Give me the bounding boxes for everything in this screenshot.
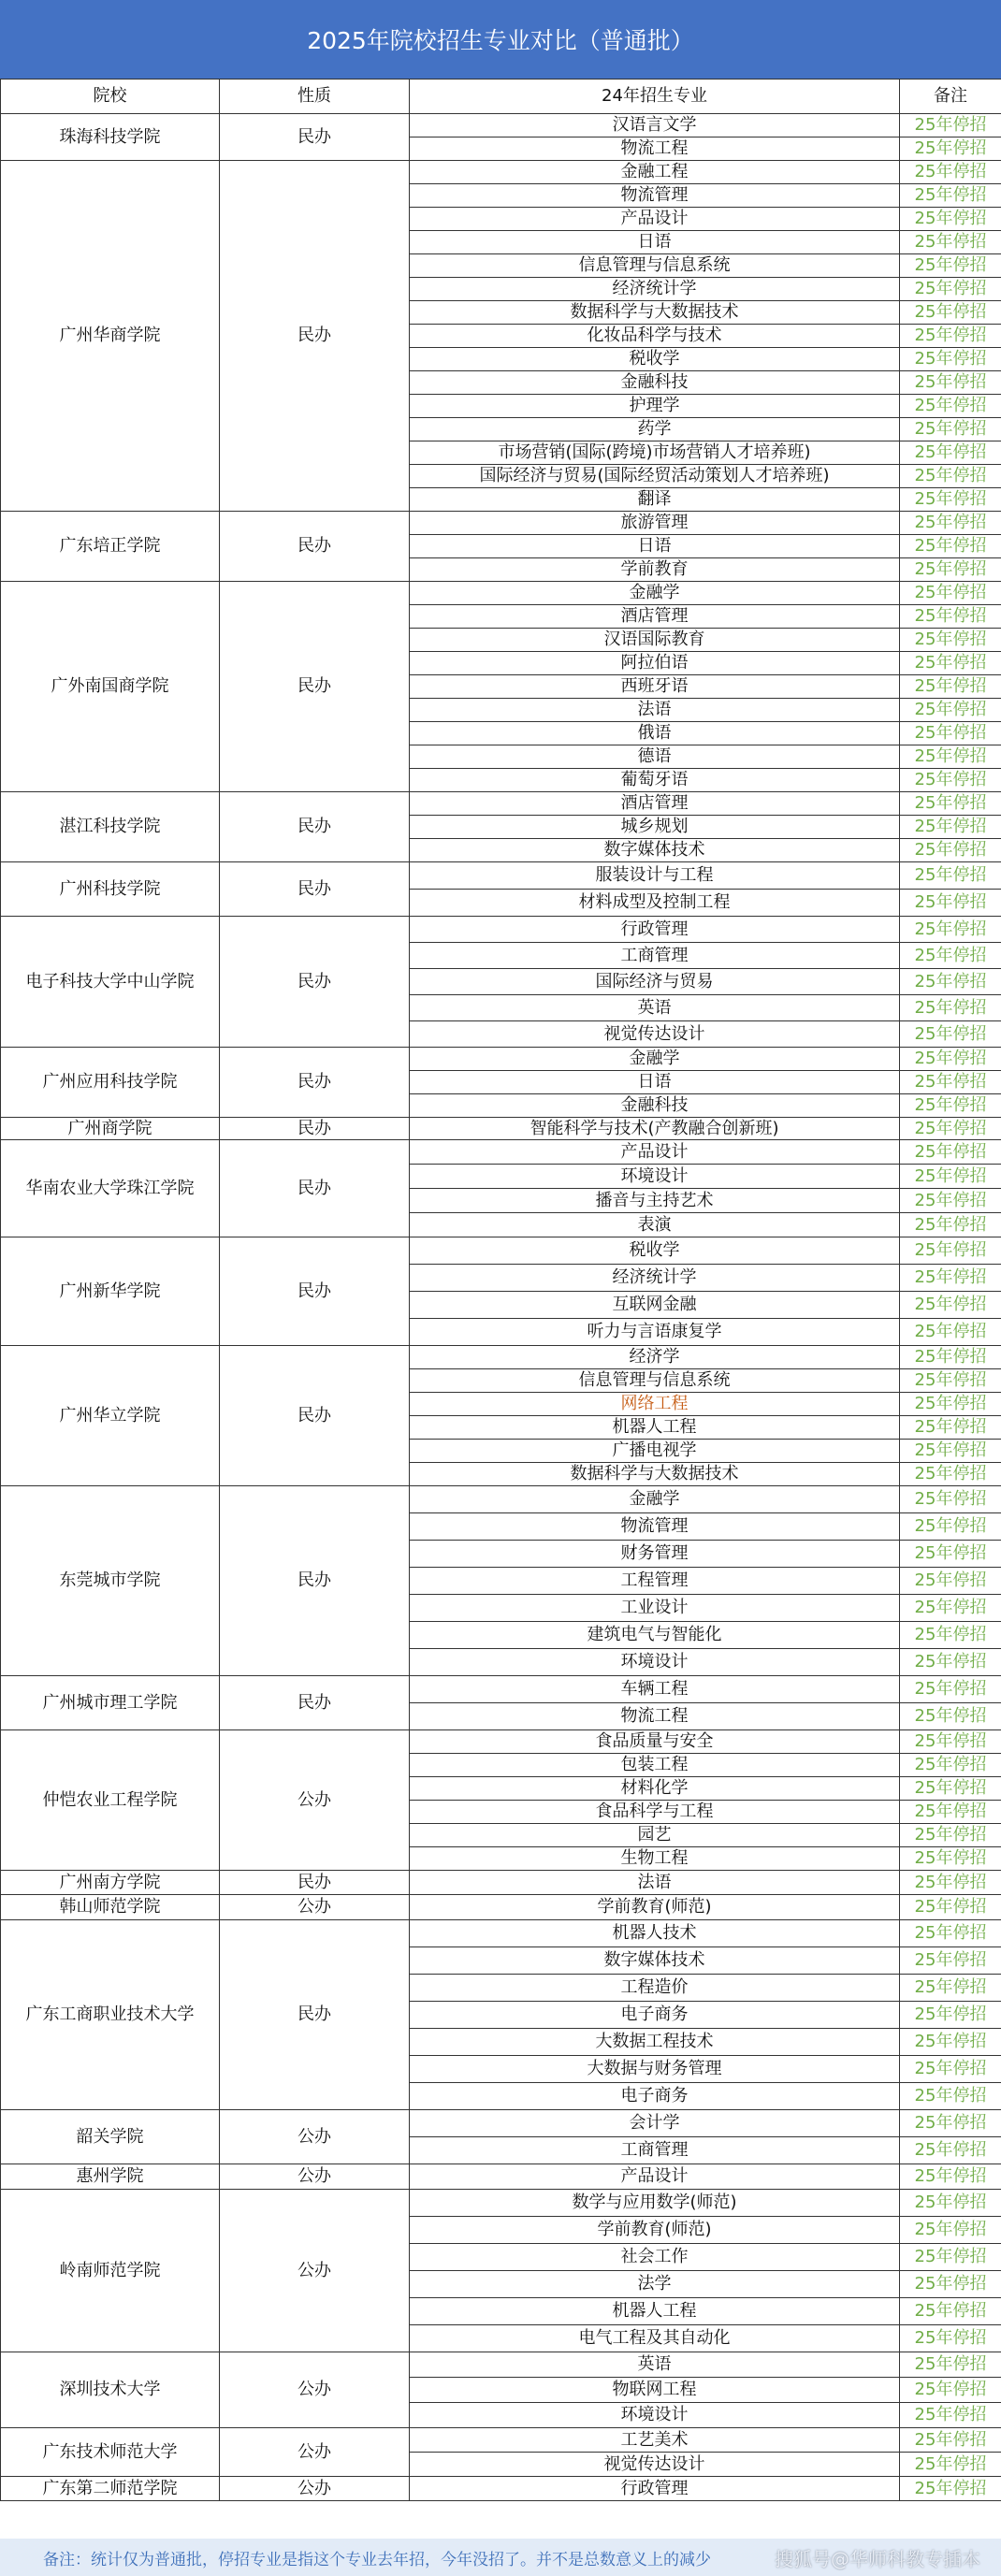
major-cell: 大数据与财务管理 xyxy=(410,2056,900,2083)
major-cell: 市场营销(国际(跨境)市场营销人才培养班) xyxy=(410,441,900,465)
remark-cell: 25年停招 xyxy=(900,2298,1001,2325)
major-cell: 物联网工程 xyxy=(410,2378,900,2403)
remark-cell: 25年停招 xyxy=(900,769,1001,792)
major-cell: 酒店管理 xyxy=(410,605,900,629)
major-cell: 税收学 xyxy=(410,1237,900,1265)
remark-cell: 25年停招 xyxy=(900,2029,1001,2056)
remark-cell: 25年停招 xyxy=(900,535,1001,558)
table-row xyxy=(1,161,1001,184)
remark-cell: 25年停招 xyxy=(900,1440,1001,1463)
major-cell: 数字媒体技术 xyxy=(410,839,900,862)
table-row xyxy=(1,1346,1001,1369)
comparison-table-container xyxy=(0,79,1001,2501)
footer-note: 备注：统计仅为普通批，停招专业是指这个专业去年招，今年没招了。并不是总数意义上的减少 xyxy=(43,2550,711,2569)
major-cell: 金融科技 xyxy=(410,1094,900,1118)
remark-cell: 25年停招 xyxy=(900,2164,1001,2190)
remark-cell: 25年停招 xyxy=(900,208,1001,231)
school-cell: 广州商学院 xyxy=(1,1118,220,1140)
remark-cell: 25年停招 xyxy=(900,2056,1001,2083)
major-cell: 葡萄牙语 xyxy=(410,769,900,792)
table-row xyxy=(1,1048,1001,1071)
remark-cell: 25年停招 xyxy=(900,1730,1001,1754)
major-cell: 智能科学与技术(产教融合创新班) xyxy=(410,1118,900,1140)
major-cell: 信息管理与信息系统 xyxy=(410,1369,900,1393)
watermark: 搜狐号@华师科教专插本 xyxy=(775,2547,980,2570)
major-cell: 日语 xyxy=(410,535,900,558)
remark-cell: 25年停招 xyxy=(900,1265,1001,1292)
major-cell: 行政管理 xyxy=(410,917,900,943)
remark-cell: 25年停招 xyxy=(900,1486,1001,1513)
remark-cell: 25年停招 xyxy=(900,943,1001,969)
nature-cell: 民办 xyxy=(220,1048,410,1118)
remark-cell: 25年停招 xyxy=(900,1118,1001,1140)
nature-cell: 民办 xyxy=(220,1486,410,1676)
major-cell: 工程管理 xyxy=(410,1568,900,1595)
major-cell: 汉语言文学 xyxy=(410,114,900,137)
major-cell: 法语 xyxy=(410,1871,900,1895)
major-cell: 网络工程 xyxy=(410,1393,900,1416)
remark-cell: 25年停招 xyxy=(900,1048,1001,1071)
footer-note-bar xyxy=(0,2539,1001,2576)
remark-cell: 25年停招 xyxy=(900,2190,1001,2217)
nature-cell: 民办 xyxy=(220,862,410,917)
major-cell: 材料化学 xyxy=(410,1777,900,1801)
table-row xyxy=(1,1730,1001,1754)
nature-cell: 民办 xyxy=(220,512,410,582)
remark-cell: 25年停招 xyxy=(900,1676,1001,1703)
major-cell: 园艺 xyxy=(410,1824,900,1847)
remark-cell: 25年停招 xyxy=(900,890,1001,917)
school-cell: 韶关学院 xyxy=(1,2110,220,2164)
major-cell: 产品设计 xyxy=(410,2164,900,2190)
remark-cell: 25年停招 xyxy=(900,1165,1001,1189)
table-row xyxy=(1,1140,1001,1165)
major-cell: 经济统计学 xyxy=(410,1265,900,1292)
table-body xyxy=(1,114,1001,2501)
school-cell: 广州新华学院 xyxy=(1,1237,220,1346)
remark-cell: 25年停招 xyxy=(900,1463,1001,1486)
school-cell: 广州华立学院 xyxy=(1,1346,220,1486)
major-cell: 药学 xyxy=(410,418,900,441)
remark-cell: 25年停招 xyxy=(900,995,1001,1021)
nature-cell: 公办 xyxy=(220,1730,410,1871)
major-cell: 翻译 xyxy=(410,488,900,512)
nature-cell: 公办 xyxy=(220,2110,410,2164)
remark-cell: 25年停招 xyxy=(900,699,1001,722)
table-row xyxy=(1,2110,1001,2137)
major-cell: 德语 xyxy=(410,745,900,769)
school-cell: 深圳技术大学 xyxy=(1,2352,220,2428)
major-cell: 视觉传达设计 xyxy=(410,1021,900,1048)
nature-cell: 民办 xyxy=(220,1346,410,1486)
table-row xyxy=(1,2190,1001,2217)
table-row xyxy=(1,1895,1001,1920)
major-cell: 金融学 xyxy=(410,1048,900,1071)
remark-cell: 25年停招 xyxy=(900,1703,1001,1730)
remark-cell: 25年停招 xyxy=(900,371,1001,395)
page-title: 2025年院校招生专业对比（普通批） xyxy=(0,0,1001,79)
remark-cell: 25年停招 xyxy=(900,137,1001,161)
major-cell: 生物工程 xyxy=(410,1847,900,1871)
nature-cell: 公办 xyxy=(220,2190,410,2352)
table-row xyxy=(1,1237,1001,1265)
major-cell: 食品科学与工程 xyxy=(410,1801,900,1824)
table-row xyxy=(1,862,1001,890)
major-cell: 电子商务 xyxy=(410,2002,900,2029)
major-cell: 包装工程 xyxy=(410,1754,900,1777)
major-cell: 物流工程 xyxy=(410,137,900,161)
remark-cell: 25年停招 xyxy=(900,1319,1001,1346)
table-row xyxy=(1,2352,1001,2378)
table-row xyxy=(1,1676,1001,1703)
nature-cell: 公办 xyxy=(220,2477,410,2501)
school-cell: 广外南国商学院 xyxy=(1,582,220,792)
major-cell: 环境设计 xyxy=(410,2403,900,2428)
remark-cell: 25年停招 xyxy=(900,917,1001,943)
remark-cell: 25年停招 xyxy=(900,1140,1001,1165)
remark-cell: 25年停招 xyxy=(900,792,1001,816)
remark-cell: 25年停招 xyxy=(900,1847,1001,1871)
major-cell: 听力与言语康复学 xyxy=(410,1319,900,1346)
nature-cell: 公办 xyxy=(220,1895,410,1920)
major-cell: 广播电视学 xyxy=(410,1440,900,1463)
major-cell: 化妆品科学与技术 xyxy=(410,325,900,348)
remark-cell: 25年停招 xyxy=(900,1801,1001,1824)
school-cell: 岭南师范学院 xyxy=(1,2190,220,2352)
table-row xyxy=(1,114,1001,137)
nature-cell: 民办 xyxy=(220,161,410,512)
remark-cell: 25年停招 xyxy=(900,1021,1001,1048)
major-cell: 旅游管理 xyxy=(410,512,900,535)
major-cell: 国际经济与贸易(国际经贸活动策划人才培养班) xyxy=(410,465,900,488)
major-cell: 视觉传达设计 xyxy=(410,2453,900,2477)
remark-cell: 25年停招 xyxy=(900,395,1001,418)
major-cell: 汉语国际教育 xyxy=(410,629,900,652)
remark-cell: 25年停招 xyxy=(900,1094,1001,1118)
nature-cell: 民办 xyxy=(220,1871,410,1895)
major-cell: 数据科学与大数据技术 xyxy=(410,301,900,325)
table-row xyxy=(1,2477,1001,2501)
major-cell: 产品设计 xyxy=(410,1140,900,1165)
major-cell: 工程造价 xyxy=(410,1975,900,2002)
table-row xyxy=(1,512,1001,535)
major-cell: 酒店管理 xyxy=(410,792,900,816)
major-cell: 阿拉伯语 xyxy=(410,652,900,675)
nature-cell: 民办 xyxy=(220,114,410,161)
school-cell: 广州城市理工学院 xyxy=(1,1676,220,1730)
major-cell: 电气工程及其自动化 xyxy=(410,2325,900,2352)
nature-cell: 民办 xyxy=(220,582,410,792)
header-remark: 备注 xyxy=(900,80,1001,114)
remark-cell: 25年停招 xyxy=(900,1975,1001,2002)
major-cell: 工商管理 xyxy=(410,943,900,969)
table-row xyxy=(1,582,1001,605)
school-cell: 惠州学院 xyxy=(1,2164,220,2190)
remark-cell: 25年停招 xyxy=(900,605,1001,629)
header-nature: 性质 xyxy=(220,80,410,114)
major-cell: 日语 xyxy=(410,1071,900,1094)
remark-cell: 25年停招 xyxy=(900,862,1001,890)
remark-cell: 25年停招 xyxy=(900,325,1001,348)
remark-cell: 25年停招 xyxy=(900,1513,1001,1541)
school-cell: 广州应用科技学院 xyxy=(1,1048,220,1118)
major-cell: 英语 xyxy=(410,995,900,1021)
major-cell: 经济学 xyxy=(410,1346,900,1369)
major-cell: 数学与应用数学(师范) xyxy=(410,2190,900,2217)
major-cell: 互联网金融 xyxy=(410,1292,900,1319)
remark-cell: 25年停招 xyxy=(900,969,1001,995)
major-cell: 机器人技术 xyxy=(410,1920,900,1947)
major-cell: 英语 xyxy=(410,2352,900,2378)
nature-cell: 公办 xyxy=(220,2164,410,2190)
major-cell: 工艺美术 xyxy=(410,2428,900,2453)
remark-cell: 25年停招 xyxy=(900,254,1001,278)
remark-cell: 25年停招 xyxy=(900,2428,1001,2453)
nature-cell: 民办 xyxy=(220,1118,410,1140)
major-cell: 物流管理 xyxy=(410,1513,900,1541)
remark-cell: 25年停招 xyxy=(900,1777,1001,1801)
school-cell: 广东工商职业技术大学 xyxy=(1,1920,220,2110)
major-cell: 城乡规划 xyxy=(410,816,900,839)
major-cell: 国际经济与贸易 xyxy=(410,969,900,995)
remark-cell: 25年停招 xyxy=(900,2217,1001,2244)
remark-cell: 25年停招 xyxy=(900,2244,1001,2271)
remark-cell: 25年停招 xyxy=(900,2477,1001,2501)
major-cell: 学前教育(师范) xyxy=(410,1895,900,1920)
remark-cell: 25年停招 xyxy=(900,816,1001,839)
remark-cell: 25年停招 xyxy=(900,1920,1001,1947)
major-cell: 环境设计 xyxy=(410,1165,900,1189)
major-cell: 会计学 xyxy=(410,2110,900,2137)
major-cell: 物流管理 xyxy=(410,184,900,208)
remark-cell: 25年停招 xyxy=(900,2002,1001,2029)
table-row xyxy=(1,1871,1001,1895)
table-row xyxy=(1,917,1001,943)
school-cell: 广州科技学院 xyxy=(1,862,220,917)
remark-cell: 25年停招 xyxy=(900,1754,1001,1777)
remark-cell: 25年停招 xyxy=(900,2083,1001,2110)
nature-cell: 民办 xyxy=(220,1676,410,1730)
nature-cell: 民办 xyxy=(220,792,410,862)
remark-cell: 25年停招 xyxy=(900,512,1001,535)
nature-cell: 民办 xyxy=(220,1920,410,2110)
major-cell: 金融科技 xyxy=(410,371,900,395)
school-cell: 广东培正学院 xyxy=(1,512,220,582)
remark-cell: 25年停招 xyxy=(900,1568,1001,1595)
table-row xyxy=(1,792,1001,816)
table-header-row xyxy=(1,80,1001,114)
remark-cell: 25年停招 xyxy=(900,231,1001,254)
remark-cell: 25年停招 xyxy=(900,1871,1001,1895)
remark-cell: 25年停招 xyxy=(900,1947,1001,1975)
remark-cell: 25年停招 xyxy=(900,722,1001,745)
major-cell: 物流工程 xyxy=(410,1703,900,1730)
major-cell: 经济统计学 xyxy=(410,278,900,301)
major-cell: 播音与主持艺术 xyxy=(410,1189,900,1213)
major-cell: 表演 xyxy=(410,1213,900,1237)
remark-cell: 25年停招 xyxy=(900,1895,1001,1920)
major-cell: 数字媒体技术 xyxy=(410,1947,900,1975)
remark-cell: 25年停招 xyxy=(900,161,1001,184)
major-cell: 社会工作 xyxy=(410,2244,900,2271)
remark-cell: 25年停招 xyxy=(900,1237,1001,1265)
remark-cell: 25年停招 xyxy=(900,1071,1001,1094)
school-cell: 韩山师范学院 xyxy=(1,1895,220,1920)
major-cell: 食品质量与安全 xyxy=(410,1730,900,1754)
remark-cell: 25年停招 xyxy=(900,1393,1001,1416)
school-cell: 广东第二师范学院 xyxy=(1,2477,220,2501)
school-cell: 仲恺农业工程学院 xyxy=(1,1730,220,1871)
major-cell: 学前教育(师范) xyxy=(410,2217,900,2244)
school-cell: 珠海科技学院 xyxy=(1,114,220,161)
remark-cell: 25年停招 xyxy=(900,1622,1001,1649)
remark-cell: 25年停招 xyxy=(900,582,1001,605)
nature-cell: 民办 xyxy=(220,1237,410,1346)
table-row xyxy=(1,1920,1001,1947)
major-cell: 建筑电气与智能化 xyxy=(410,1622,900,1649)
remark-cell: 25年停招 xyxy=(900,675,1001,699)
major-cell: 环境设计 xyxy=(410,1649,900,1676)
school-cell: 广州南方学院 xyxy=(1,1871,220,1895)
school-cell: 湛江科技学院 xyxy=(1,792,220,862)
remark-cell: 25年停招 xyxy=(900,1416,1001,1440)
remark-cell: 25年停招 xyxy=(900,1541,1001,1568)
remark-cell: 25年停招 xyxy=(900,839,1001,862)
remark-cell: 25年停招 xyxy=(900,2325,1001,2352)
remark-cell: 25年停招 xyxy=(900,488,1001,512)
major-cell: 信息管理与信息系统 xyxy=(410,254,900,278)
comparison-table xyxy=(0,79,1001,2501)
nature-cell: 民办 xyxy=(220,917,410,1048)
remark-cell: 25年停招 xyxy=(900,2137,1001,2164)
major-cell: 法学 xyxy=(410,2271,900,2298)
major-cell: 产品设计 xyxy=(410,208,900,231)
school-cell: 电子科技大学中山学院 xyxy=(1,917,220,1048)
remark-cell: 25年停招 xyxy=(900,2453,1001,2477)
major-cell: 金融学 xyxy=(410,582,900,605)
remark-cell: 25年停招 xyxy=(900,1595,1001,1622)
remark-cell: 25年停招 xyxy=(900,1346,1001,1369)
nature-cell: 民办 xyxy=(220,1140,410,1237)
remark-cell: 25年停招 xyxy=(900,1189,1001,1213)
major-cell: 数据科学与大数据技术 xyxy=(410,1463,900,1486)
remark-cell: 25年停招 xyxy=(900,2110,1001,2137)
major-cell: 工业设计 xyxy=(410,1595,900,1622)
major-cell: 电子商务 xyxy=(410,2083,900,2110)
remark-cell: 25年停招 xyxy=(900,301,1001,325)
major-cell: 俄语 xyxy=(410,722,900,745)
major-cell: 大数据工程技术 xyxy=(410,2029,900,2056)
major-cell: 税收学 xyxy=(410,348,900,371)
remark-cell: 25年停招 xyxy=(900,184,1001,208)
remark-cell: 25年停招 xyxy=(900,418,1001,441)
major-cell: 车辆工程 xyxy=(410,1676,900,1703)
major-cell: 财务管理 xyxy=(410,1541,900,1568)
remark-cell: 25年停招 xyxy=(900,1213,1001,1237)
major-cell: 材料成型及控制工程 xyxy=(410,890,900,917)
table-row xyxy=(1,2428,1001,2453)
major-cell: 工商管理 xyxy=(410,2137,900,2164)
school-cell: 东莞城市学院 xyxy=(1,1486,220,1676)
remark-cell: 25年停招 xyxy=(900,1824,1001,1847)
major-cell: 服装设计与工程 xyxy=(410,862,900,890)
remark-cell: 25年停招 xyxy=(900,745,1001,769)
nature-cell: 公办 xyxy=(220,2352,410,2428)
major-cell: 护理学 xyxy=(410,395,900,418)
table-row xyxy=(1,2164,1001,2190)
major-cell: 行政管理 xyxy=(410,2477,900,2501)
remark-cell: 25年停招 xyxy=(900,1649,1001,1676)
remark-cell: 25年停招 xyxy=(900,558,1001,582)
remark-cell: 25年停招 xyxy=(900,2352,1001,2378)
school-cell: 广州华商学院 xyxy=(1,161,220,512)
major-cell: 机器人工程 xyxy=(410,1416,900,1440)
remark-cell: 25年停招 xyxy=(900,652,1001,675)
header-school: 院校 xyxy=(1,80,220,114)
major-cell: 法语 xyxy=(410,699,900,722)
remark-cell: 25年停招 xyxy=(900,441,1001,465)
remark-cell: 25年停招 xyxy=(900,2378,1001,2403)
remark-cell: 25年停招 xyxy=(900,348,1001,371)
major-cell: 学前教育 xyxy=(410,558,900,582)
remark-cell: 25年停招 xyxy=(900,1292,1001,1319)
remark-cell: 25年停招 xyxy=(900,1369,1001,1393)
table-row xyxy=(1,1118,1001,1140)
remark-cell: 25年停招 xyxy=(900,629,1001,652)
remark-cell: 25年停招 xyxy=(900,465,1001,488)
major-cell: 西班牙语 xyxy=(410,675,900,699)
remark-cell: 25年停招 xyxy=(900,278,1001,301)
remark-cell: 25年停招 xyxy=(900,2403,1001,2428)
major-cell: 金融工程 xyxy=(410,161,900,184)
header-major: 24年招生专业 xyxy=(410,80,900,114)
remark-cell: 25年停招 xyxy=(900,2271,1001,2298)
school-cell: 华南农业大学珠江学院 xyxy=(1,1140,220,1237)
nature-cell: 公办 xyxy=(220,2428,410,2477)
major-cell: 机器人工程 xyxy=(410,2298,900,2325)
table-row xyxy=(1,1486,1001,1513)
remark-cell: 25年停招 xyxy=(900,114,1001,137)
major-cell: 金融学 xyxy=(410,1486,900,1513)
major-cell: 日语 xyxy=(410,231,900,254)
school-cell: 广东技术师范大学 xyxy=(1,2428,220,2477)
